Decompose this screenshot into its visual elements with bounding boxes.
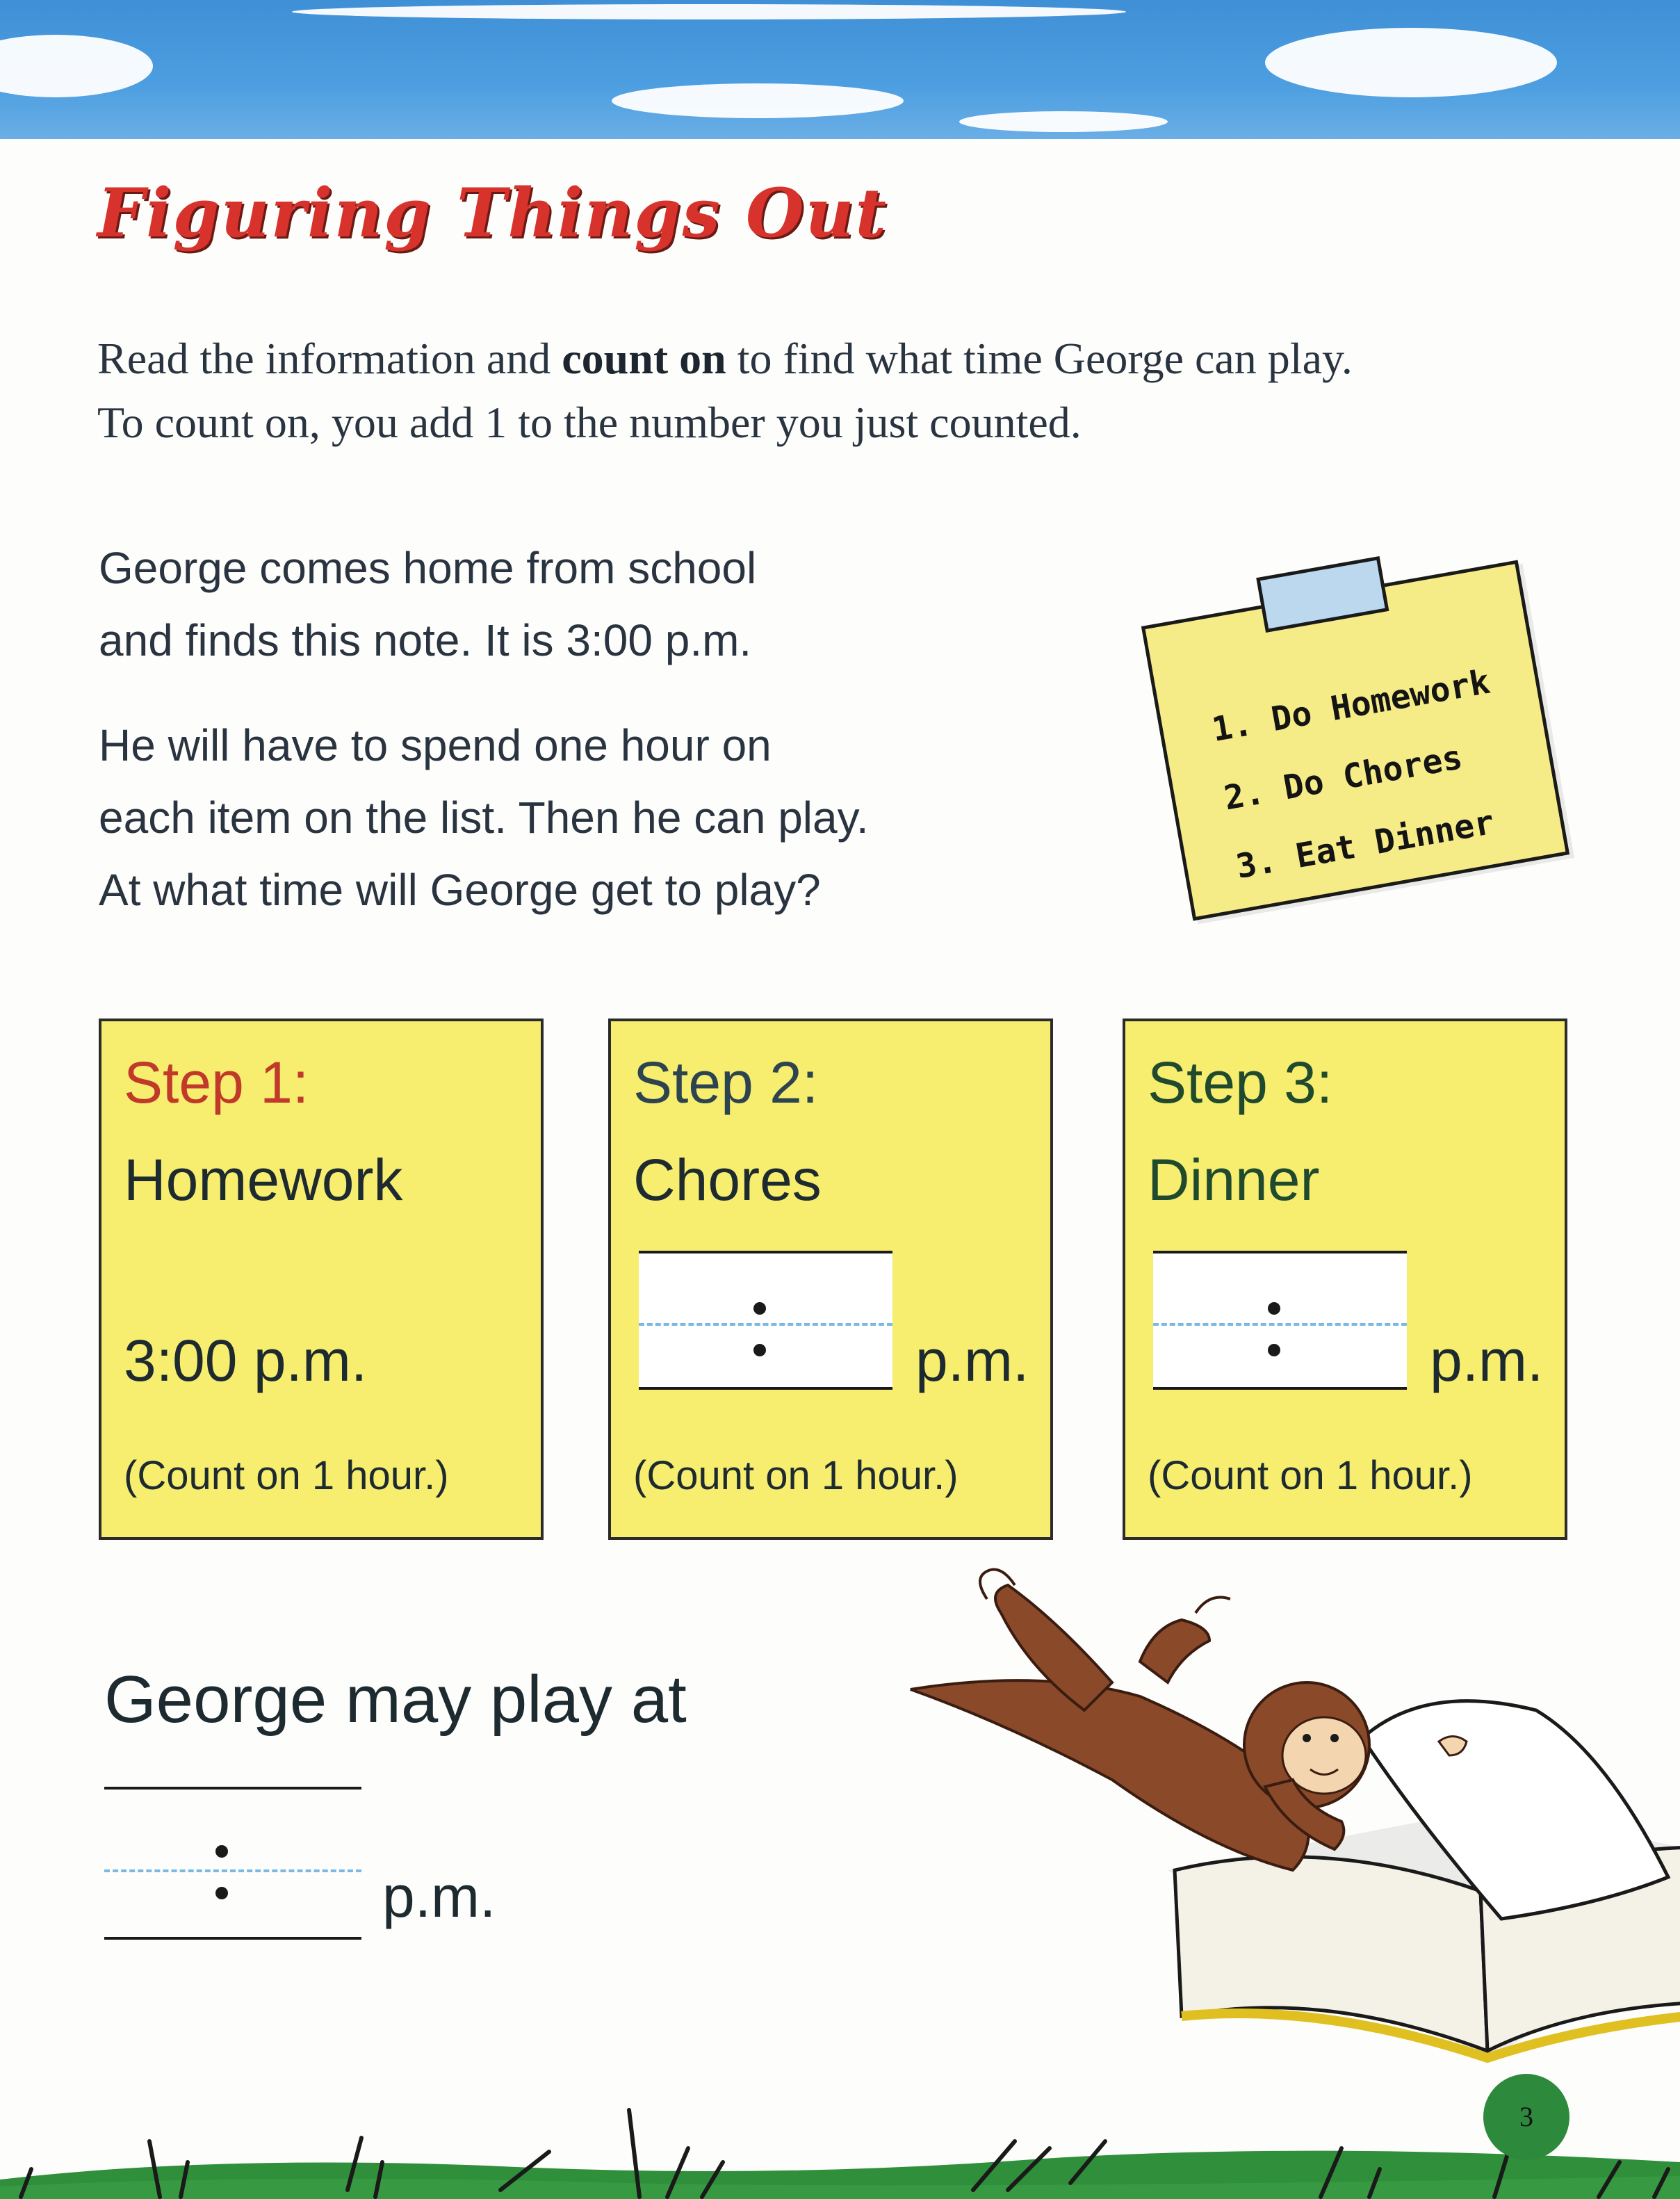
- step-2-pm: p.m.: [915, 1328, 1029, 1393]
- page-title: Figuring Things Out: [97, 174, 888, 252]
- step-1-time: 3:00 p.m.: [124, 1328, 368, 1393]
- monkey-reading-illustration: [911, 1570, 1680, 2059]
- step-3-name: Dinner: [1148, 1147, 1320, 1212]
- step-2-label: Step 2:: [633, 1050, 819, 1115]
- step-2-hint: (Count on 1 hour.): [633, 1453, 959, 1498]
- note-item: 3. Eat Dinner: [1233, 802, 1497, 887]
- note-item: 1. Do Homework: [1209, 662, 1493, 750]
- step-3-label: Step 3:: [1148, 1050, 1333, 1115]
- story-line: George comes home from school: [99, 543, 757, 593]
- answer-prompt: George may play at: [104, 1662, 687, 1737]
- intro-text-part: to find what time George can play.: [726, 334, 1353, 383]
- final-pm: p.m.: [382, 1864, 496, 1929]
- story-line: At what time will George get to play?: [99, 865, 821, 915]
- intro-line-2: To count on, you add 1 to the number you just counted.: [97, 398, 1082, 447]
- step-1-hint: (Count on 1 hour.): [124, 1453, 449, 1498]
- step-2-name: Chores: [633, 1147, 822, 1212]
- step-1-name: Homework: [124, 1147, 403, 1212]
- step-1-label: Step 1:: [124, 1050, 309, 1115]
- intro-bold-term: count on: [562, 334, 726, 383]
- intro-text-part: Read the information and: [97, 334, 562, 383]
- note-item: 2. Do Chores: [1221, 738, 1466, 818]
- story-line: and finds this note. It is 3:00 p.m.: [99, 615, 752, 665]
- grass-strip: [0, 2110, 1680, 2199]
- page-number-badge: 3: [1483, 2074, 1569, 2160]
- step-3-pm: p.m.: [1430, 1328, 1544, 1393]
- story-line: each item on the list. Then he can play.: [99, 793, 869, 843]
- step-3-hint: (Count on 1 hour.): [1148, 1453, 1473, 1498]
- story-line: He will have to spend one hour on: [99, 720, 772, 770]
